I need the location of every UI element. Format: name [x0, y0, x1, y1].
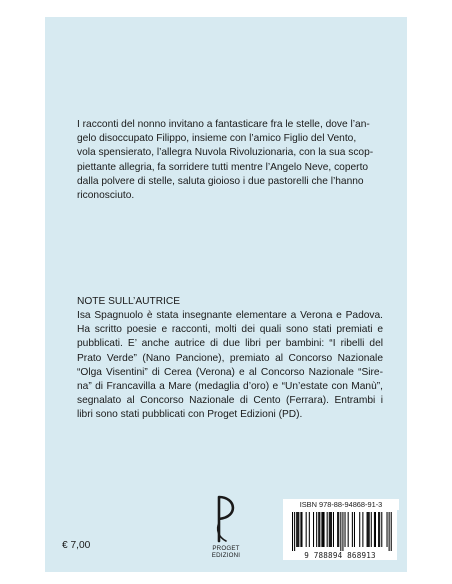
book-back-cover — [45, 17, 407, 572]
blurb-line: gelo disoccupato Filippo, insieme con l’amico Figlio del Vento, — [77, 133, 357, 145]
blurb-line: I racconti del nonno invitano a fantasticare fra le stelle, dove l’an- — [77, 119, 370, 130]
barcode-bar — [337, 512, 338, 547]
author-note-heading: NOTE SULL’AUTRICE — [77, 296, 181, 307]
author-note-line: na” di Francavilla a Mare (medaglia d’oro) e “Un’estate con Manù”, — [77, 381, 383, 393]
barcode-bar — [367, 512, 368, 547]
author-note-line: Ha scritto poesie e racconti, molti dei quali sono stati premiati e — [77, 324, 383, 336]
barcode-bar — [387, 512, 388, 547]
barcode-bar — [294, 512, 295, 551]
barcode-bar — [301, 512, 302, 547]
barcode-bar — [321, 512, 322, 547]
barcode-bar — [362, 512, 363, 547]
barcode-bar — [368, 512, 369, 547]
barcode-bar — [300, 512, 301, 547]
barcode-bar — [309, 512, 310, 547]
barcode-bar — [316, 512, 317, 547]
author-note-line: Isa Spagnuolo è stata insegnante elementare a Verona e Padova. — [77, 310, 383, 321]
author-note-line: Prato Verde” (Nano Pancione), premiato al Concorso Nazionale — [77, 352, 383, 364]
blurb-line: piettante allegria, fa sorridere tutti mentre l’Angelo Neve, coperto — [77, 161, 369, 173]
barcode-bar — [391, 512, 392, 551]
barcode-bar — [318, 512, 319, 547]
barcode-bar — [313, 512, 314, 547]
barcode-bar — [298, 512, 299, 547]
barcode-digits: 9 788894 868913 — [304, 551, 376, 560]
author-note-line: libri sono stati pubblicati con Proget Edizioni (PD). — [77, 409, 303, 421]
publisher-name-line2: EDIZIONI — [211, 552, 241, 559]
blurb-line: vola spensierato, l’allegra Nuvola Rivoluzionaria, con la sua scop- — [77, 147, 374, 159]
barcode-bar — [369, 512, 370, 547]
barcode-bar — [379, 512, 380, 547]
barcode-bar — [345, 512, 346, 547]
barcode-bar — [319, 512, 320, 547]
barcode-bar — [378, 512, 379, 547]
blurb-paragraph — [77, 118, 383, 203]
publisher-logo — [206, 493, 246, 563]
barcode-bar — [348, 512, 349, 547]
barcode-bar — [375, 512, 376, 547]
barcode-bar — [359, 512, 360, 547]
barcode-bar — [354, 512, 355, 547]
blurb-line: riconosciuto. — [77, 190, 135, 202]
barcode-bar — [324, 512, 325, 547]
barcode-bar — [371, 512, 372, 547]
barcode-bar — [292, 512, 293, 551]
barcode-bars — [283, 510, 397, 551]
author-note-line: pubblicati. E’ anche autrice di due libri per bambini: “I ribelli del — [77, 338, 383, 350]
barcode-bar — [331, 512, 332, 547]
barcode-bar — [389, 512, 390, 551]
barcode-bar — [340, 512, 341, 551]
barcode-bar — [333, 512, 334, 547]
blurb-line: dalla polvere di stelle, saluta gioioso i due pastorelli che l’hanno — [77, 175, 364, 187]
price-label: € 7,00 — [62, 540, 91, 551]
author-note-line: segnalato al Concorso Nazionale di Cento (Ferrara). Entrambi i — [77, 395, 383, 407]
barcode-bar — [296, 512, 297, 547]
author-note-line: “Olga Visentini” di Cerea (Verona) e al Concorso Nazionale “Sire- — [77, 366, 383, 378]
isbn-label: ISBN 978-88-94868-91-3 — [283, 499, 399, 510]
barcode-bar — [342, 512, 343, 551]
barcode-bar — [381, 512, 382, 547]
barcode-bar — [322, 512, 323, 547]
author-note-body — [77, 309, 383, 423]
publisher-name-line1: PROGET — [212, 545, 240, 552]
publisher-p-icon — [206, 493, 246, 545]
barcode-bar — [352, 512, 353, 547]
barcode-bar — [297, 512, 298, 547]
barcode-bar — [327, 512, 328, 547]
barcode-bar — [329, 512, 330, 547]
barcode-bar — [374, 512, 375, 547]
barcode-bar — [330, 512, 331, 547]
barcode-bar — [306, 512, 307, 547]
barcode-bar — [338, 512, 339, 547]
barcode — [283, 510, 397, 560]
